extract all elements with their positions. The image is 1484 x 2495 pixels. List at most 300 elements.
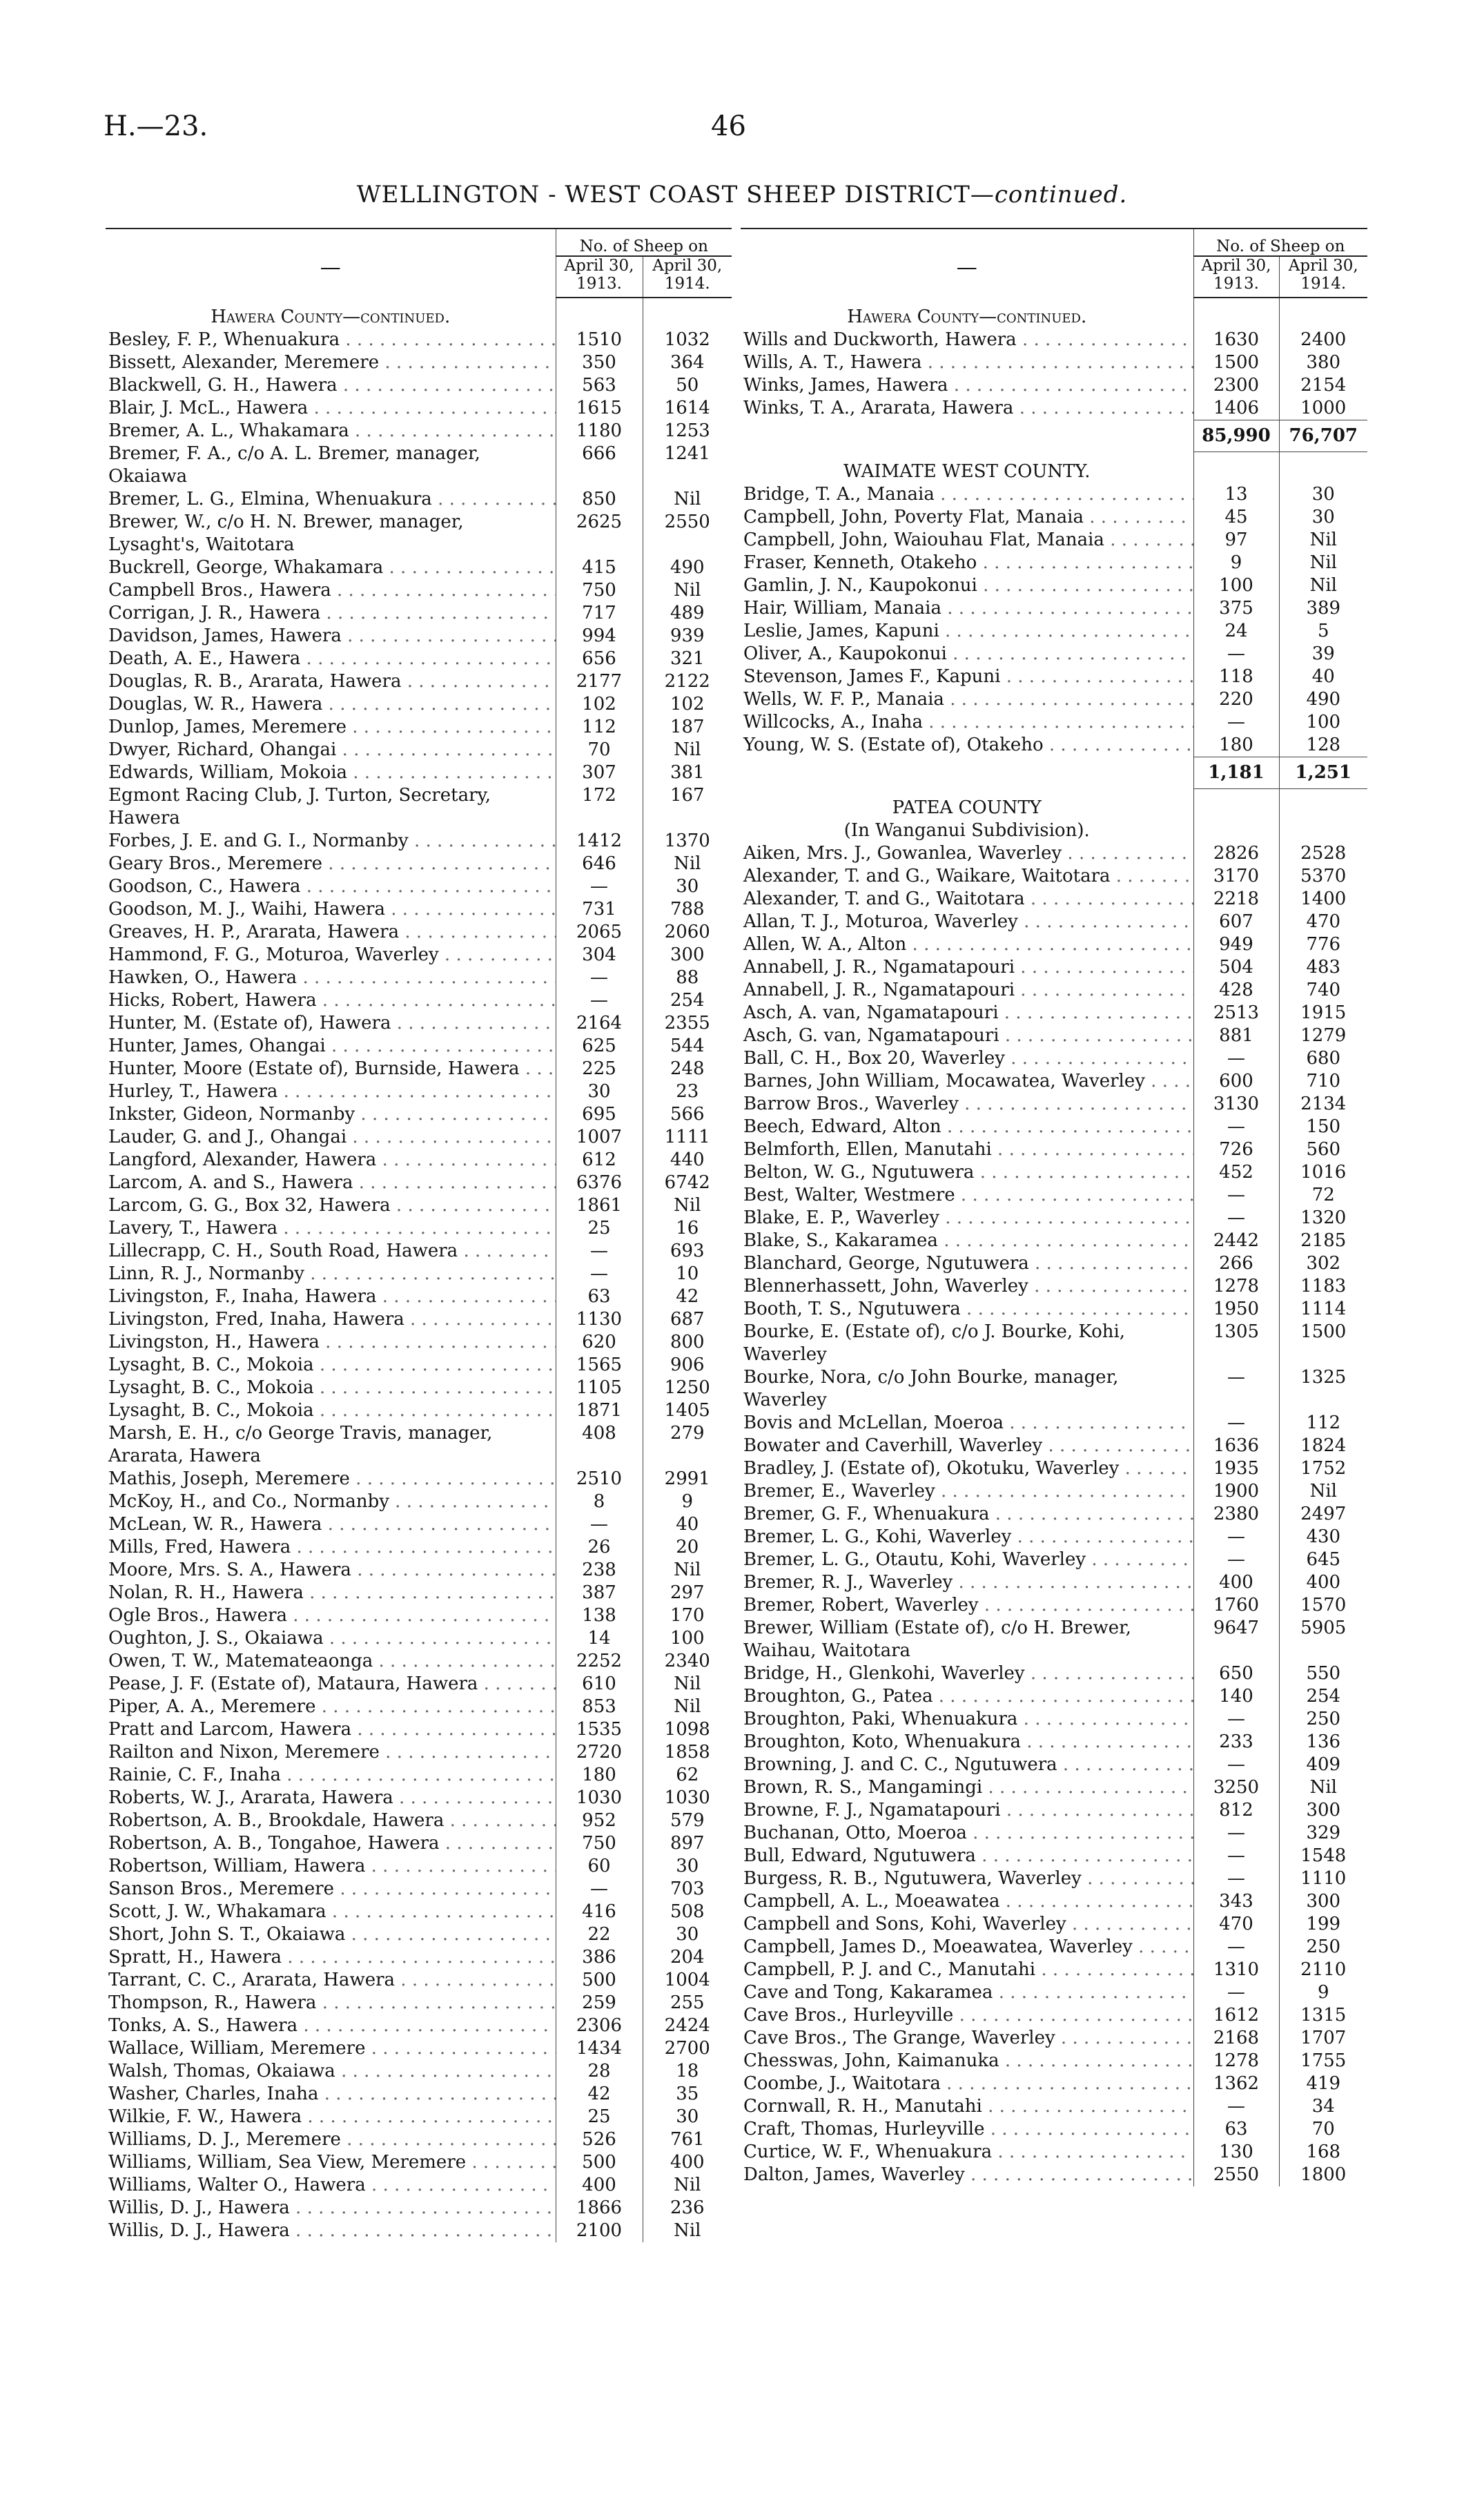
owner-name: Owen, T. W., Matemateaonga . . .: [106, 1650, 556, 1673]
sheep-count-1914: [1279, 452, 1367, 483]
sheep-count-1914: 430: [1279, 1526, 1367, 1549]
owner-name: Broughton, Koto, Whenuakura . . .: [741, 1731, 1193, 1754]
owner-name: Hair, William, Manaia . . .: [741, 597, 1193, 620]
sheep-count-1914: 100: [1279, 711, 1367, 734]
sheep-count-1913: 45: [1193, 506, 1279, 529]
table-row: [106, 2037, 732, 2060]
total-row: [741, 757, 1367, 788]
sheep-count-1913: 14: [556, 1627, 643, 1650]
owner-name: Cave Bros., Hurleyville . . .: [741, 2004, 1193, 2027]
table-row: [741, 1116, 1367, 1138]
sheep-count-1913: 850: [556, 488, 643, 511]
sheep-count-1913: 2218: [1193, 888, 1279, 911]
sheep-count-1914: 1548: [1279, 1845, 1367, 1867]
table-row: [106, 420, 732, 443]
sheep-count-1914: Nil: [643, 579, 732, 602]
sheep-count-1914: 250: [1279, 1936, 1367, 1959]
sheep-count-1914: 1315: [1279, 2004, 1367, 2027]
sheep-count-1913: 666: [556, 443, 643, 488]
sheep-count-1913: —: [1193, 1867, 1279, 1890]
sheep-count-1914: 687: [643, 1308, 732, 1331]
owner-name: Burgess, R. B., Ngutuwera, Waverley . . .: [741, 1867, 1193, 1890]
sheep-count-1913: 2065: [556, 921, 643, 944]
sheep-count-1914: 2110: [1279, 1959, 1367, 1981]
table-row: [741, 2072, 1367, 2095]
title-main: WELLINGTON - WEST COAST SHEEP DISTRICT—: [356, 181, 995, 208]
owner-name: Wilkie, F. W., Hawera . . .: [106, 2106, 556, 2128]
sheep-count-1914: 2185: [1279, 1230, 1367, 1252]
sheep-count-1913: 1278: [1193, 2050, 1279, 2072]
sheep-count-1914: 1752: [1279, 1457, 1367, 1480]
sheep-count-1914: 490: [643, 556, 732, 579]
owner-name: Forbes, J. E. and G. I., Normanby . . .: [106, 830, 556, 853]
sheep-count-1913: 2100: [556, 2220, 643, 2242]
sheep-count-1914: 1370: [643, 830, 732, 853]
header-group-label: No. of Sheep on: [556, 229, 732, 256]
owner-name: Bremer, R. J., Waverley . . .: [741, 1571, 1193, 1594]
sheep-count-1913: 118: [1193, 666, 1279, 688]
table-row: [106, 716, 732, 739]
table-row: [106, 1901, 732, 1923]
table-row: [106, 2083, 732, 2106]
table-row: [106, 784, 732, 830]
table-row: [106, 1103, 732, 1126]
sheep-count-1914: 2355: [643, 1012, 732, 1035]
owner-name: Alexander, T. and G., Waikare, Waitotara . . .: [741, 865, 1193, 888]
sheep-count-1913: 1636: [1193, 1435, 1279, 1457]
owner-name: Bull, Edward, Ngutuwera . . .: [741, 1845, 1193, 1867]
sheep-count-1913: —: [556, 967, 643, 989]
sheep-count-1914: 761: [643, 2128, 732, 2151]
sheep-count-1913: —: [1193, 1207, 1279, 1230]
owner-name: McKoy, H., and Co., Normanby . . .: [106, 1491, 556, 1513]
sheep-count-1914: 1032: [643, 329, 732, 351]
table-row: [741, 1913, 1367, 1936]
sheep-count-1913: —: [1193, 1708, 1279, 1731]
sheep-count-1913: 2826: [1193, 842, 1279, 865]
table-row: [741, 643, 1367, 666]
table-row: [106, 1285, 732, 1308]
table-row: [106, 625, 732, 648]
owner-name: Winks, T. A., Ararata, Hawera . . .: [741, 397, 1193, 420]
sheep-count-1913: —: [1193, 1412, 1279, 1435]
table-row: [106, 1377, 732, 1399]
row-label: Hawera County—continued.: [847, 307, 1087, 327]
sheep-count-1913: 452: [1193, 1161, 1279, 1184]
table-row: [741, 1754, 1367, 1776]
sheep-count-1913: 526: [556, 2128, 643, 2151]
table-row: [741, 1959, 1367, 1981]
sheep-count-1914: 1,251: [1279, 757, 1367, 788]
sheep-count-1913: 1,181: [1193, 757, 1279, 788]
sheep-count-1914: 2154: [1279, 374, 1367, 397]
owner-name: Robertson, William, Hawera . . .: [106, 1855, 556, 1878]
sheep-count-1913: 387: [556, 1582, 643, 1604]
table-row: [741, 1457, 1367, 1480]
sheep-count-1914: 1824: [1279, 1435, 1367, 1457]
sheep-count-1913: 1412: [556, 830, 643, 853]
sheep-count-1913: —: [556, 1240, 643, 1263]
owner-name: Beech, Edward, Alton . . .: [741, 1116, 1193, 1138]
row-label: [741, 420, 1193, 452]
sheep-count-1914: 906: [643, 1354, 732, 1377]
table-row: [741, 1776, 1367, 1799]
sheep-count-1914: 30: [643, 875, 732, 898]
table-row: [106, 1764, 732, 1787]
table-row: [741, 506, 1367, 529]
sheep-count-1913: [1193, 819, 1279, 842]
table-row: [741, 529, 1367, 552]
sheep-count-1913: 112: [556, 716, 643, 739]
sheep-count-1914: 302: [1279, 1252, 1367, 1275]
owner-name: Coombe, J., Waitotara . . .: [741, 2072, 1193, 2095]
owner-name: Wills and Duckworth, Hawera . . .: [741, 329, 1193, 351]
owner-name: Hunter, M. (Estate of), Hawera . . .: [106, 1012, 556, 1035]
owner-name: Lavery, T., Hawera . . .: [106, 1217, 556, 1240]
sheep-count-1914: 1279: [1279, 1025, 1367, 1047]
owner-name: Larcom, G. G., Box 32, Hawera . . .: [106, 1194, 556, 1217]
owner-name: Piper, A. A., Meremere . . .: [106, 1696, 556, 1718]
sheep-count-1914: 100: [643, 1627, 732, 1650]
table-row: [106, 1832, 732, 1855]
sheep-count-1913: 600: [1193, 1070, 1279, 1093]
owner-name: Fraser, Kenneth, Otakeho . . .: [741, 552, 1193, 574]
sheep-count-1913: 2252: [556, 1650, 643, 1673]
table-row: [741, 1571, 1367, 1594]
sheep-count-1914: 2060: [643, 921, 732, 944]
owner-name: Livingston, H., Hawera . . .: [106, 1331, 556, 1354]
sheep-count-1914: 5905: [1279, 1617, 1367, 1662]
sheep-count-1913: 1105: [556, 1377, 643, 1399]
sheep-count-1914: Nil: [643, 1559, 732, 1582]
table-row: [741, 842, 1367, 865]
table-row: [106, 1582, 732, 1604]
owner-name: Thompson, R., Hawera . . .: [106, 1992, 556, 2015]
owner-name: Washer, Charles, Inaha . . .: [106, 2083, 556, 2106]
table-row: [106, 2106, 732, 2128]
row-label: Hawera County—continued.: [211, 307, 451, 327]
sheep-count-1914: 1241: [643, 443, 732, 488]
table-row: [741, 1480, 1367, 1503]
table-row: [741, 1594, 1367, 1617]
row-label: WAIMATE WEST COUNTY.: [843, 460, 1091, 482]
sheep-count-1914: 170: [643, 1604, 732, 1627]
sheep-count-1914: 204: [643, 1946, 732, 1969]
sheep-count-1914: 72: [1279, 1184, 1367, 1207]
sheep-count-1913: 650: [1193, 1662, 1279, 1685]
sheep-count-1913: —: [556, 875, 643, 898]
owner-name: Ball, C. H., Box 20, Waverley . . .: [741, 1047, 1193, 1070]
table-row: [106, 1696, 732, 1718]
sheep-count-1913: 130: [1193, 2141, 1279, 2164]
table-row: [106, 875, 732, 898]
owner-name: Alexander, T. and G., Waitotara . . .: [741, 888, 1193, 911]
owner-name: Roberts, W. J., Ararata, Hawera . . .: [106, 1787, 556, 1809]
owner-name: Bourke, E. (Estate of), c/o J. Bourke, Kohi, Waverley: [743, 1321, 1126, 1365]
table-row: [741, 933, 1367, 956]
sheep-count-1913: —: [556, 989, 643, 1012]
table-row: [741, 688, 1367, 711]
table-row: [741, 1685, 1367, 1708]
table-row: [106, 1035, 732, 1058]
sheep-count-1914: 1030: [643, 1787, 732, 1809]
sheep-count-1914: 1400: [1279, 888, 1367, 911]
owner-name: Campbell, John, Poverty Flat, Manaia . . .: [741, 506, 1193, 529]
sheep-count-1913: 949: [1193, 933, 1279, 956]
owner-name: Hammond, F. G., Moturoa, Waverley . . .: [106, 944, 556, 967]
sheep-count-1914: 1320: [1279, 1207, 1367, 1230]
sheep-count-1914: 1253: [643, 420, 732, 443]
sheep-count-1914: 2400: [1279, 329, 1367, 351]
total-row: [741, 420, 1367, 452]
sheep-count-1914: 389: [1279, 597, 1367, 620]
owner-name: Bremer, L. G., Kohi, Waverley . . .: [741, 1526, 1193, 1549]
sheep-count-1914: 168: [1279, 2141, 1367, 2164]
owner-name: Belton, W. G., Ngutuwera . . .: [741, 1161, 1193, 1184]
owner-name: Tarrant, C. C., Ararata, Hawera . . .: [106, 1969, 556, 1992]
sheep-count-1913: —: [556, 1878, 643, 1901]
sheep-count-1914: 321: [643, 648, 732, 670]
sheep-count-1913: 238: [556, 1559, 643, 1582]
table-row: [106, 853, 732, 875]
owner-name: Blair, J. McL., Hawera . . .: [106, 397, 556, 420]
table-row: [106, 2060, 732, 2083]
table-row: [106, 1855, 732, 1878]
table-row: [106, 2015, 732, 2037]
sheep-count-1913: 1500: [1193, 351, 1279, 374]
owner-name: Robertson, A. B., Tongahoe, Hawera . . .: [106, 1832, 556, 1855]
table-row: [106, 1399, 732, 1422]
table-row: [106, 1536, 732, 1559]
sheep-count-1914: 76,707: [1279, 420, 1367, 452]
owner-name: Mills, Fred, Hawera . . .: [106, 1536, 556, 1559]
sheep-count-1914: 470: [1279, 911, 1367, 933]
owner-name: Hunter, James, Ohangai . . .: [106, 1035, 556, 1058]
table-row: [741, 1708, 1367, 1731]
sheep-count-1914: 364: [643, 351, 732, 374]
sheep-count-1914: 1405: [643, 1399, 732, 1422]
owner-name: Walsh, Thomas, Okaiawa . . .: [106, 2060, 556, 2083]
sheep-count-1913: 259: [556, 1992, 643, 2015]
sheep-count-1914: [643, 298, 732, 329]
table-row: [741, 2118, 1367, 2141]
owner-name: Robertson, A. B., Brookdale, Hawera . . .: [106, 1809, 556, 1832]
sheep-count-1913: 30: [556, 1080, 643, 1103]
sheep-count-1914: 440: [643, 1149, 732, 1172]
sheep-count-1914: Nil: [643, 2220, 732, 2242]
owner-name: Booth, T. S., Ngutuwera . . .: [741, 1298, 1193, 1321]
table-row: [106, 397, 732, 420]
sheep-count-1913: 2442: [1193, 1230, 1279, 1252]
sheep-count-1914: [1279, 298, 1367, 329]
owner-name: Asch, G. van, Ngamatapouri . . .: [741, 1025, 1193, 1047]
table-row: [741, 597, 1367, 620]
sheep-count-1913: [1193, 788, 1279, 819]
owner-name: Winks, James, Hawera . . .: [741, 374, 1193, 397]
owner-name: Hunter, Moore (Estate of), Burnside, Hawera . . .: [106, 1058, 556, 1080]
sheep-count-1914: 381: [643, 761, 732, 784]
sheep-count-1914: 776: [1279, 933, 1367, 956]
sheep-count-1913: 470: [1193, 1913, 1279, 1936]
sheep-count-1913: 386: [556, 1946, 643, 1969]
header-dash: —: [741, 229, 1193, 298]
table-row: [106, 1240, 732, 1263]
owner-name: Bowater and Caverhill, Waverley . . .: [741, 1435, 1193, 1457]
table-row: [106, 1946, 732, 1969]
table-row: [106, 1992, 732, 2015]
table-row: [106, 1627, 732, 1650]
table-row: [106, 1969, 732, 1992]
sheep-count-1914: 1110: [1279, 1867, 1367, 1890]
owner-name: Lysaght, B. C., Mokoia . . .: [106, 1377, 556, 1399]
sheep-count-1914: Nil: [643, 853, 732, 875]
sheep-count-1914: 2991: [643, 1468, 732, 1491]
sheep-count-1913: 504: [1193, 956, 1279, 979]
table-row: [741, 1526, 1367, 1549]
owner-name: Wills, A. T., Hawera . . .: [741, 351, 1193, 374]
table-row: [741, 1230, 1367, 1252]
sheep-count-1914: 400: [643, 2151, 732, 2174]
sheep-count-1914: 9: [643, 1491, 732, 1513]
table-row: [741, 888, 1367, 911]
owner-name: Annabell, J. R., Ngamatapouri . . .: [741, 979, 1193, 1002]
owner-name: Pease, J. F. (Estate of), Mataura, Hawera . . .: [106, 1673, 556, 1696]
sheep-count-1913: 1630: [1193, 329, 1279, 351]
owner-name: Cave Bros., The Grange, Waverley . . .: [741, 2027, 1193, 2050]
table-row: [106, 2128, 732, 2151]
owner-name: Corrigan, J. R., Hawera . . .: [106, 602, 556, 625]
sheep-count-1914: 1114: [1279, 1298, 1367, 1321]
sheep-count-1914: 167: [643, 784, 732, 830]
owner-name: Douglas, R. B., Ararata, Hawera . . .: [106, 670, 556, 693]
sheep-count-1914: 1111: [643, 1126, 732, 1149]
sheep-count-1913: —: [1193, 1526, 1279, 1549]
sheep-count-1913: —: [1193, 1822, 1279, 1845]
owner-name: Marsh, E. H., c/o George Travis, manager, Ararata, Hawera: [108, 1423, 493, 1466]
table-row: [741, 2095, 1367, 2118]
table-row: [741, 2164, 1367, 2186]
owner-name: Williams, Walter O., Hawera . . .: [106, 2174, 556, 2197]
table-row: [106, 2197, 732, 2220]
owner-name: Allen, W. A., Alton . . .: [741, 933, 1193, 956]
table-row: [106, 1673, 732, 1696]
sheep-count-1914: 62: [643, 1764, 732, 1787]
sheep-count-1913: 100: [1193, 574, 1279, 597]
table-row: [106, 1058, 732, 1080]
sheep-count-1914: 2340: [643, 1650, 732, 1673]
table-row: [741, 1298, 1367, 1321]
sheep-count-1914: 128: [1279, 734, 1367, 757]
sheep-count-1913: 2510: [556, 1468, 643, 1491]
sheep-count-1914: 30: [643, 1855, 732, 1878]
owner-name: Allan, T. J., Moturoa, Waverley . . .: [741, 911, 1193, 933]
sheep-count-1914: 800: [643, 1331, 732, 1354]
sheep-count-1913: 225: [556, 1058, 643, 1080]
owner-name: Inkster, Gideon, Normanby . . .: [106, 1103, 556, 1126]
sheep-count-1913: 375: [1193, 597, 1279, 620]
sheep-count-1913: —: [1193, 1936, 1279, 1959]
sheep-count-1913: 2513: [1193, 1002, 1279, 1025]
sheep-count-1913: —: [1193, 1116, 1279, 1138]
owner-name: Goodson, C., Hawera . . .: [106, 875, 556, 898]
sheep-count-1913: 853: [556, 1696, 643, 1718]
sheep-count-1914: 248: [643, 1058, 732, 1080]
owner-name: Bremer, E., Waverley . . .: [741, 1480, 1193, 1503]
table-row: [741, 865, 1367, 888]
owner-name: Scott, J. W., Whakamara . . .: [106, 1901, 556, 1923]
row-label: [741, 757, 1193, 788]
table-row: [741, 1321, 1367, 1366]
owner-name: Willis, D. J., Hawera . . .: [106, 2197, 556, 2220]
table-row: [106, 2151, 732, 2174]
owner-name: Bremer, G. F., Whenuakura . . .: [741, 1503, 1193, 1526]
table-row: [106, 1354, 732, 1377]
table-row: [106, 1787, 732, 1809]
sheep-count-1913: 750: [556, 579, 643, 602]
table-row: [106, 1468, 732, 1491]
sheep-count-1914: 1098: [643, 1718, 732, 1741]
sheep-count-1914: 1755: [1279, 2050, 1367, 2072]
sheep-count-1914: 2122: [643, 670, 732, 693]
sheep-count-1914: 680: [1279, 1047, 1367, 1070]
sheep-count-1914: 6742: [643, 1172, 732, 1194]
sheep-count-1913: 3250: [1193, 1776, 1279, 1799]
table-row: [741, 666, 1367, 688]
sheep-count-1914: 897: [643, 1832, 732, 1855]
sheep-count-1914: 70: [1279, 2118, 1367, 2141]
owner-name: Browning, J. and C. C., Ngutuwera . . .: [741, 1754, 1193, 1776]
sheep-count-1913: 717: [556, 602, 643, 625]
sheep-count-1913: 1871: [556, 1399, 643, 1422]
sheep-count-1914: 1325: [1279, 1366, 1367, 1412]
sheep-count-1914: 579: [643, 1809, 732, 1832]
owner-name: Campbell, P. J. and C., Manutahi . . .: [741, 1959, 1193, 1981]
table-row: [106, 761, 732, 784]
owner-name: Brewer, William (Estate of), c/o H. Brewer, Waihau, Waitotara: [743, 1618, 1131, 1661]
table-row: [741, 1936, 1367, 1959]
table-row: [106, 511, 732, 556]
sheep-count-1914: 566: [643, 1103, 732, 1126]
sheep-count-1913: —: [1193, 1549, 1279, 1571]
table-row: [741, 1890, 1367, 1913]
owner-name: Cornwall, R. H., Manutahi . . .: [741, 2095, 1193, 2118]
sheep-count-1914: 30: [1279, 506, 1367, 529]
table-row: [741, 2027, 1367, 2050]
table-row: [741, 1822, 1367, 1845]
owner-name: Williams, D. J., Meremere . . .: [106, 2128, 556, 2151]
sheep-count-1913: 2625: [556, 511, 643, 556]
owner-name: Leslie, James, Kapuni . . .: [741, 620, 1193, 643]
sheep-count-1913: 1278: [1193, 1275, 1279, 1298]
table-row: [106, 830, 732, 853]
table-row: [741, 1867, 1367, 1890]
table-row: [741, 1047, 1367, 1070]
table-row: [741, 1845, 1367, 1867]
sheep-count-1913: 97: [1193, 529, 1279, 552]
owner-name: Broughton, G., Patea . . .: [741, 1685, 1193, 1708]
owner-name: Bremer, A. L., Whakamara . . .: [106, 420, 556, 443]
sheep-count-1913: 500: [556, 2151, 643, 2174]
section-heading: [106, 298, 732, 329]
owner-name: Rainie, C. F., Inaha . . .: [106, 1764, 556, 1787]
table-row: [741, 1799, 1367, 1822]
sheep-count-1914: 250: [1279, 1708, 1367, 1731]
table-row: [741, 1207, 1367, 1230]
sheep-count-1913: 726: [1193, 1138, 1279, 1161]
table-row: [106, 1604, 732, 1627]
owner-name: Craft, Thomas, Hurleyville . . .: [741, 2118, 1193, 2141]
sheep-count-1914: 560: [1279, 1138, 1367, 1161]
